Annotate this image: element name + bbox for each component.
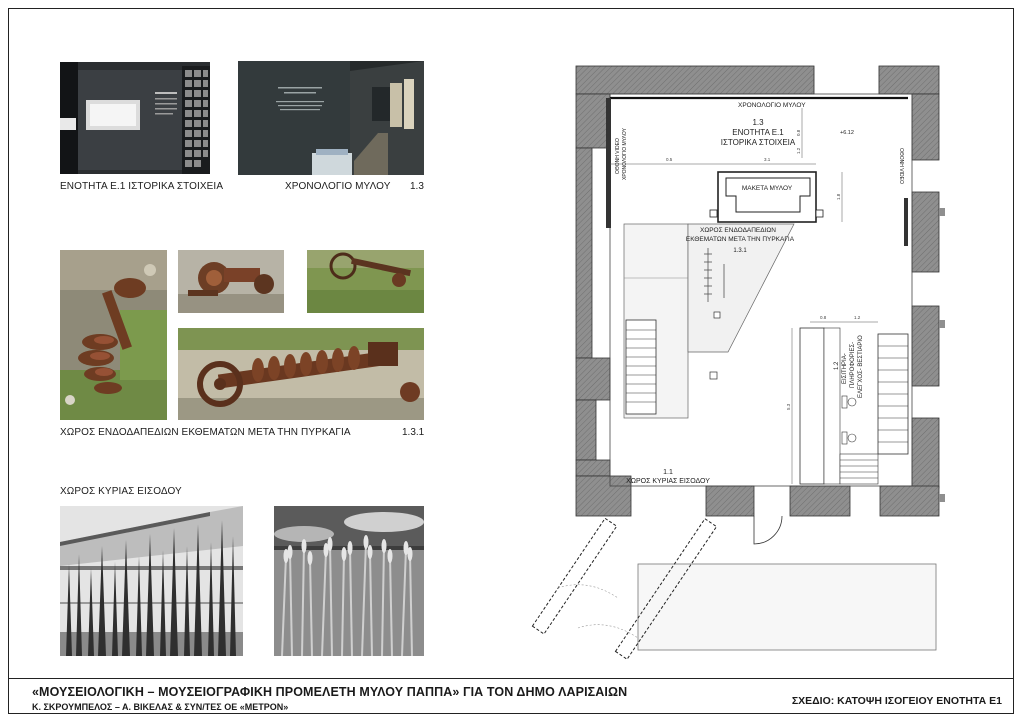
- plan-label-section-title-2: ΙΣΤΟΡΙΚΑ ΣΤΟΙΧΕΙΑ: [720, 138, 796, 147]
- plan-label-video-right: ΟΘΟΝΗ VIDEO: [898, 148, 904, 184]
- plan-label-exhibits-code: 1.3.1: [733, 248, 747, 254]
- plan-label-entrance-code: 1.1: [663, 469, 673, 476]
- photo-rusty-gears: [178, 250, 284, 313]
- plan-label-exhibits-2: ΕΚΘΕΜΑΤΩΝ ΜΕΤΑ ΤΗΝ ΠΥΡΚΑΓΙΑ: [685, 236, 795, 243]
- caption-exhibits-after-fire: ΧΩΡΟΣ ΕΝΔΟΔΑΠΕΔΙΩΝ ΕΚΘΕΜΑΤΩΝ ΜΕΤΑ ΤΗΝ ΠΥΡΚΑΓΙΑ: [60, 427, 351, 438]
- photo-wheat-field: [274, 506, 424, 656]
- drawing-title: ΣΧΕΔΙΟ: ΚΑΤΟΨΗ ΙΣΟΓΕΙΟΥ ΕΝΟΤΗΤΑ Ε1: [791, 695, 1002, 707]
- plan-dim-g: 1.2: [854, 315, 861, 320]
- plan-label-reception-code: 1.2: [834, 361, 840, 370]
- plan-dim-h: 5.3: [786, 403, 791, 410]
- plan-label-reception-3: ΕΛΕΓΧΟΣ- ΒΕΣΤΙΑΡΙΟ: [858, 335, 864, 398]
- plan-label-reception-1: ΕΙΣΙΤΗΡΙΑ-: [842, 353, 848, 384]
- caption-main-entrance: ΧΩΡΟΣ ΚΥΡΙΑΣ ΕΙΣΟΔΟΥ: [60, 486, 182, 497]
- plan-label-video-left: ΟΘΟΝΗ VIDEO: [615, 138, 621, 174]
- plan-label-chronologio: ΧΡΟΝΟΛΟΓΙΟ ΜΥΛΟΥ: [738, 102, 806, 109]
- photo-historical-exhibit: [60, 62, 210, 174]
- plan-dim-c: 0.8: [796, 129, 801, 136]
- authors: Κ. ΣΚΡΟΥΜΠΕΛΟΣ – Α. ΒΙΚΕΛΑΣ & ΣΥΝ/ΤΕΣ ΟΕ «ΜΕΤΡΟΝ»: [32, 702, 289, 712]
- plan-dim-d: 1.2: [796, 147, 801, 154]
- photo-rusty-wheel-in-grass: [307, 250, 424, 313]
- plan-dim-e: 1.8: [836, 193, 841, 200]
- plan-label-elevation: +6.12: [840, 130, 854, 136]
- floor-plan: [518, 58, 958, 668]
- project-title: «ΜΟΥΣΕΙΟΛΟΓΙΚΗ – ΜΟΥΣΕΙΟΓΡΑΦΙΚΗ ΠΡΟΜΕΛΕΤΗ ΜΥΛΟΥ ΠΑΠΠΑ» ΓΙΑ ΤΟΝ ΔΗΜΟ ΛΑΡΙΣΑΙΩΝ: [32, 685, 628, 699]
- caption-mill-chronology: ΧΡΟΝΟΛΟΓΙΟ ΜΥΛΟΥ: [285, 181, 391, 192]
- plan-label-section-title-1: ΕΝΟΤΗΤΑ Ε.1: [732, 128, 784, 137]
- code-1-3: 1.3: [410, 181, 424, 192]
- plan-dim-f: 0.8: [820, 315, 827, 320]
- plan-dim-a: 0.5: [666, 157, 673, 162]
- photo-entrance-installation: [60, 506, 243, 656]
- plan-label-section-code: 1.3: [752, 118, 764, 127]
- plan-label-maketa: ΜΑΚΕΤΑ ΜΥΛΟΥ: [741, 185, 793, 192]
- photo-rusty-auger: [60, 250, 167, 420]
- code-1-3-1: 1.3.1: [402, 427, 425, 438]
- caption-historical-section: ΕΝΟΤΗΤΑ Ε.1 ΙΣΤΟΡΙΚΑ ΣΤΟΙΧΕΙΑ: [60, 181, 224, 192]
- photo-rusty-shaft: [178, 328, 424, 420]
- plan-label-reception-2: ΠΛΗΡΟΦΟΡΙΕΣ-: [850, 341, 856, 388]
- plan-dim-b: 3.1: [764, 157, 771, 162]
- plan-label-chron-vertical: ΧΡΟΝΟΛΟΓΙΟ ΜΥΛΟΥ: [622, 128, 628, 180]
- plan-label-exhibits-1: ΧΩΡΟΣ ΕΝΔΟΔΑΠΕΔΙΩΝ: [700, 227, 776, 234]
- plan-label-entrance: ΧΩΡΟΣ ΚΥΡΙΑΣ ΕΙΣΟΔΟΥ: [626, 478, 710, 485]
- photo-mill-chronology: [238, 61, 424, 175]
- title-block: [8, 678, 1014, 714]
